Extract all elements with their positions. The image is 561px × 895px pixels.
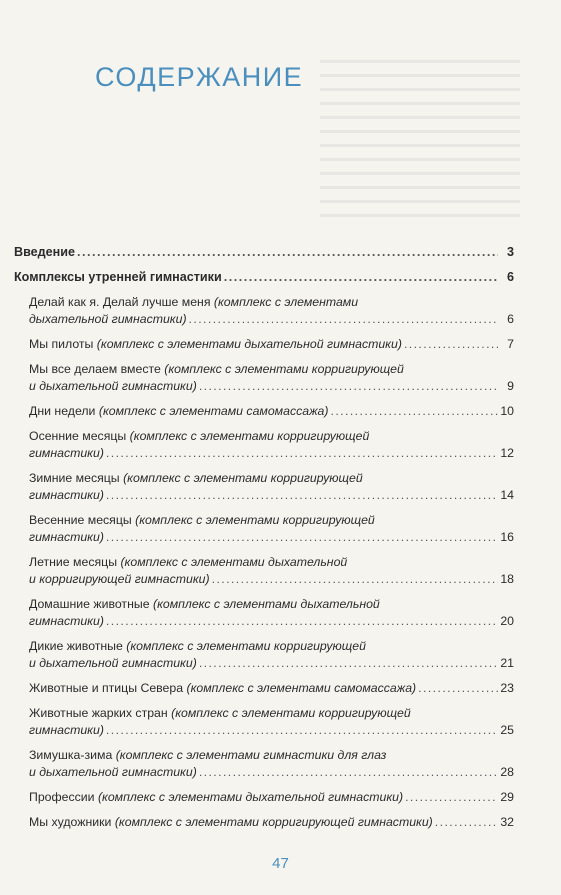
toc-page-number: 29	[500, 790, 514, 804]
table-of-contents	[14, 244, 514, 839]
toc-entry	[14, 705, 514, 739]
toc-entry-text	[14, 244, 75, 261]
toc-entry	[14, 294, 514, 328]
toc-entry-line	[29, 487, 514, 504]
dot-leader	[106, 487, 498, 504]
toc-entry-text	[29, 311, 187, 328]
toc-entry-text	[29, 361, 404, 378]
toc-entry	[14, 596, 514, 630]
toc-entry-title: Зимушка-зима	[29, 748, 116, 762]
toc-entry-text	[29, 613, 104, 630]
toc-entry-line	[29, 638, 514, 655]
toc-page-number: 32	[500, 815, 514, 829]
toc-page-number: 10	[500, 404, 514, 418]
toc-entry-description: (комплекс с элементами гимнастики для глаз	[115, 748, 387, 762]
dot-leader	[404, 336, 498, 353]
toc-entry-description: и дыхательной гимнастики)	[29, 765, 197, 779]
toc-entry	[14, 789, 514, 806]
toc-entry-title: Делай как я. Делай лучше меня	[29, 295, 214, 309]
toc-page-number: 20	[500, 614, 514, 628]
page-number: 47	[272, 855, 289, 872]
toc-entry	[14, 638, 514, 672]
toc-entry-description: (комплекс с элементами самомассажа)	[98, 404, 329, 418]
toc-page-number: 6	[506, 270, 514, 284]
toc-entry-title: Профессии	[29, 790, 98, 804]
toc-entry-title: Животные и птицы Севера	[29, 681, 187, 695]
toc-entry-title: Мы все делаем вместе	[29, 362, 165, 376]
toc-section	[14, 269, 514, 286]
dot-leader	[199, 655, 498, 672]
dot-leader	[224, 269, 498, 286]
dot-leader	[106, 445, 498, 462]
toc-entry-line	[29, 722, 514, 739]
toc-entry-line	[29, 571, 514, 588]
toc-page-number: 7	[507, 337, 514, 351]
dot-leader	[77, 244, 498, 261]
toc-entry-description: гимнастики)	[29, 723, 104, 737]
dot-leader	[435, 814, 498, 831]
toc-entry-title: Дикие животные	[29, 639, 127, 653]
toc-entry-text	[29, 378, 197, 395]
toc-entry-line	[29, 705, 514, 722]
toc-entry-text	[29, 470, 363, 487]
show-through-text	[320, 60, 520, 240]
toc-page-number: 25	[500, 723, 514, 737]
toc-entry-description: (комплекс с элементами корригирующей	[129, 429, 370, 443]
toc-entry-line	[29, 789, 514, 806]
toc-entry-description: (комплекс с элементами дыхательной	[120, 555, 348, 569]
toc-entry-text	[29, 428, 369, 445]
toc-entry-text	[29, 512, 375, 529]
toc-entry-text	[29, 487, 104, 504]
toc-entry-description: гимнастики)	[29, 614, 104, 628]
toc-entry-title: Зимние месяцы	[29, 471, 124, 485]
toc-entry-line	[14, 269, 514, 286]
toc-entry-text	[29, 655, 197, 672]
dot-leader	[106, 722, 498, 739]
toc-entry	[14, 512, 514, 546]
toc-entry-line	[29, 613, 514, 630]
toc-entry-line	[29, 554, 514, 571]
toc-entry-line	[29, 596, 514, 613]
toc-page-number: 3	[506, 245, 514, 259]
toc-entry-line	[29, 403, 514, 420]
toc-entry-description: гимнастики)	[29, 488, 104, 502]
toc-page-number: 16	[500, 530, 514, 544]
toc-entry-description: (комплекс с элементами дыхательной	[152, 597, 380, 611]
toc-entry-title: Введение	[14, 245, 76, 259]
toc-entry-text	[29, 722, 104, 739]
toc-entry-text	[29, 747, 386, 764]
toc-entry-title: Весенние месяцы	[29, 513, 136, 527]
dot-leader	[418, 680, 498, 697]
dot-leader	[405, 789, 498, 806]
toc-entry-line	[29, 747, 514, 764]
toc-entry-text	[29, 789, 403, 806]
toc-entry	[14, 403, 514, 420]
toc-entry-description: (комплекс с элементами корригирующей	[123, 471, 363, 485]
toc-entry-text	[29, 705, 411, 722]
toc-entry-text	[29, 529, 104, 546]
toc-entry-line	[29, 529, 514, 546]
dot-leader	[106, 613, 498, 630]
toc-page-number: 14	[500, 488, 514, 502]
toc-entry-title: Мы пилоты	[29, 337, 97, 351]
toc-entry-line	[29, 512, 514, 529]
toc-entry	[14, 814, 514, 831]
toc-entry-line	[29, 311, 514, 328]
toc-entry-text	[29, 571, 210, 588]
toc-entry	[14, 747, 514, 781]
toc-entry-description: гимнастики)	[29, 530, 104, 544]
dot-leader	[212, 571, 498, 588]
toc-entry-text	[29, 680, 416, 697]
toc-section	[14, 244, 514, 261]
toc-entry-line	[29, 655, 514, 672]
toc-page-number: 6	[507, 312, 514, 326]
toc-entry	[14, 554, 514, 588]
toc-entry-description: (комплекс с элементами корригирующей	[135, 513, 375, 527]
toc-entry	[14, 680, 514, 697]
toc-page-number: 9	[507, 379, 514, 393]
dot-leader	[331, 403, 499, 420]
toc-entry-line	[29, 294, 514, 311]
toc-entry-text	[29, 445, 104, 462]
toc-entry-description: (комплекс с элементами корригирующей	[171, 706, 411, 720]
toc-page-number: 28	[500, 765, 514, 779]
toc-entry	[14, 361, 514, 395]
toc-entry-text	[29, 764, 197, 781]
toc-entry-text	[29, 638, 366, 655]
toc-entry-line	[29, 378, 514, 395]
dot-leader	[189, 311, 498, 328]
toc-page-number: 23	[500, 681, 514, 695]
dot-leader	[199, 378, 498, 395]
toc-entry-description: (комплекс с элементами дыхательной гимнастики)	[97, 790, 404, 804]
toc-entry-line	[29, 470, 514, 487]
toc-entry-description: и дыхательной гимнастики)	[29, 379, 197, 393]
toc-entry-line	[29, 814, 514, 831]
toc-entry-description: (комплекс с элементами корригирующей	[164, 362, 404, 376]
dot-leader	[199, 764, 498, 781]
toc-entry-description: (комплекс с элементами	[213, 295, 359, 309]
toc-entry-title: Домашние животные	[29, 597, 153, 611]
toc-entry-text	[29, 403, 329, 420]
toc-entry-text	[29, 554, 347, 571]
toc-entry-description: и дыхательной гимнастики)	[29, 656, 197, 670]
toc-entry-text	[29, 336, 402, 353]
toc-page-number: 18	[500, 572, 514, 586]
toc-entry-text	[29, 814, 433, 831]
toc-entry-line	[29, 764, 514, 781]
toc-entry-description: гимнастики)	[29, 446, 104, 460]
toc-entry-description: и корригирующей гимнастики)	[29, 572, 210, 586]
toc-entry-description: (комплекс с элементами корригирующей	[126, 639, 366, 653]
toc-entry-line	[29, 680, 514, 697]
toc-entry	[14, 470, 514, 504]
toc-entry-title: Животные жарких стран	[29, 706, 172, 720]
page-title: СОДЕРЖАНИЕ	[95, 62, 304, 93]
toc-entry-line	[14, 244, 514, 261]
toc-entry-text	[29, 294, 358, 311]
toc-entry-description: (комплекс с элементами дыхательной гимнастики)	[96, 337, 402, 351]
toc-entry-line	[29, 361, 514, 378]
toc-entry-description: (комплекс с элементами самомассажа)	[186, 681, 417, 695]
toc-entry	[14, 428, 514, 462]
toc-entry-title: Дни недели	[29, 404, 99, 418]
toc-entry-title: Мы художники	[29, 815, 115, 829]
toc-entry	[14, 336, 514, 353]
toc-entry-text	[29, 596, 380, 613]
toc-entry-description: дыхательной гимнастики)	[29, 312, 187, 326]
dot-leader	[106, 529, 498, 546]
toc-entry-title: Осенние месяцы	[29, 429, 130, 443]
toc-entry-description: (комплекс с элементами корригирующей гимнастики)	[114, 815, 433, 829]
toc-entry-title: Летние месяцы	[29, 555, 121, 569]
toc-page-number: 12	[500, 446, 514, 460]
toc-entry-line	[29, 445, 514, 462]
toc-entry-line	[29, 428, 514, 445]
toc-entry-text	[14, 269, 222, 286]
toc-entry-title: Комплексы утренней гимнастики	[14, 270, 222, 284]
toc-entry-line	[29, 336, 514, 353]
toc-page-number: 21	[500, 656, 514, 670]
